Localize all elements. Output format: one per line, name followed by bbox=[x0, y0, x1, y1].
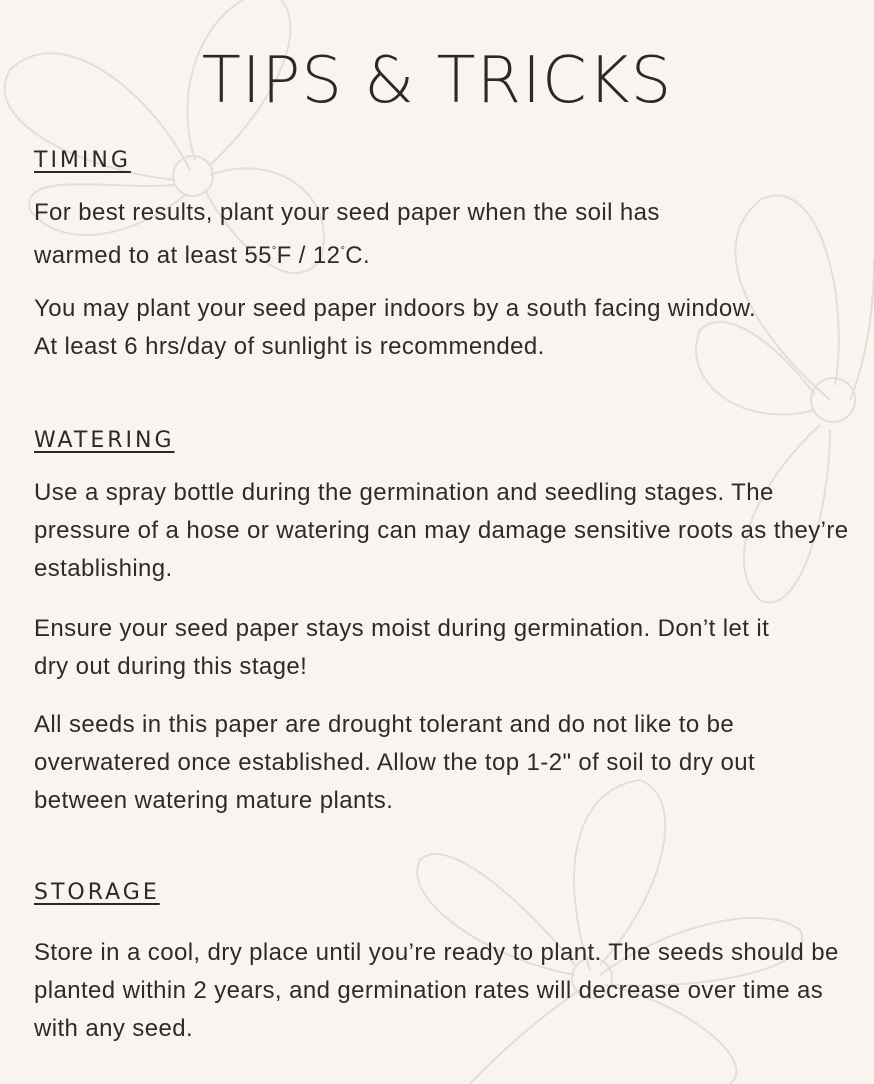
paragraph-timing-2: You may plant your seed paper indoors by a south facing window. At least 6 hrs/day of sunlight is recommended. bbox=[34, 295, 757, 360]
paragraph-storage-1: Store in a cool, dry place until you’re ready to plant. The seeds should be planted within 2 years, and germination rates will decrease over time as with any seed. bbox=[34, 939, 839, 1042]
heading-timing: TIMING bbox=[34, 148, 131, 173]
degree-symbol-f: ° bbox=[271, 245, 277, 257]
timing-line-2-post: C. bbox=[345, 242, 371, 269]
page-title: TIPS & TRICKS bbox=[201, 44, 673, 118]
timing-line-2-pre: warmed to at least 55 bbox=[34, 242, 272, 269]
heading-watering: WATERING bbox=[34, 428, 175, 453]
timing-line-1: For best results, plant your seed paper when the soil has bbox=[34, 199, 660, 226]
timing-line-2-mid: F / 12 bbox=[276, 242, 341, 269]
degree-symbol-c: ° bbox=[340, 245, 346, 257]
paragraph-watering-3: All seeds in this paper are drought tolerant and do not like to be overwatered once established. Allow the top 1-2" of soil to dry out between watering mature plants. bbox=[34, 711, 756, 814]
heading-storage: STORAGE bbox=[34, 880, 160, 905]
paragraph-timing-1 bbox=[34, 194, 854, 275]
paragraph-watering-2: Ensure your seed paper stays moist during germination. Don’t let it dry out during this stage! bbox=[34, 615, 770, 680]
paragraph-watering-1: Use a spray bottle during the germination and seedling stages. The pressure of a hose or watering can may damage sensitive roots as they’re establishing. bbox=[34, 479, 849, 582]
